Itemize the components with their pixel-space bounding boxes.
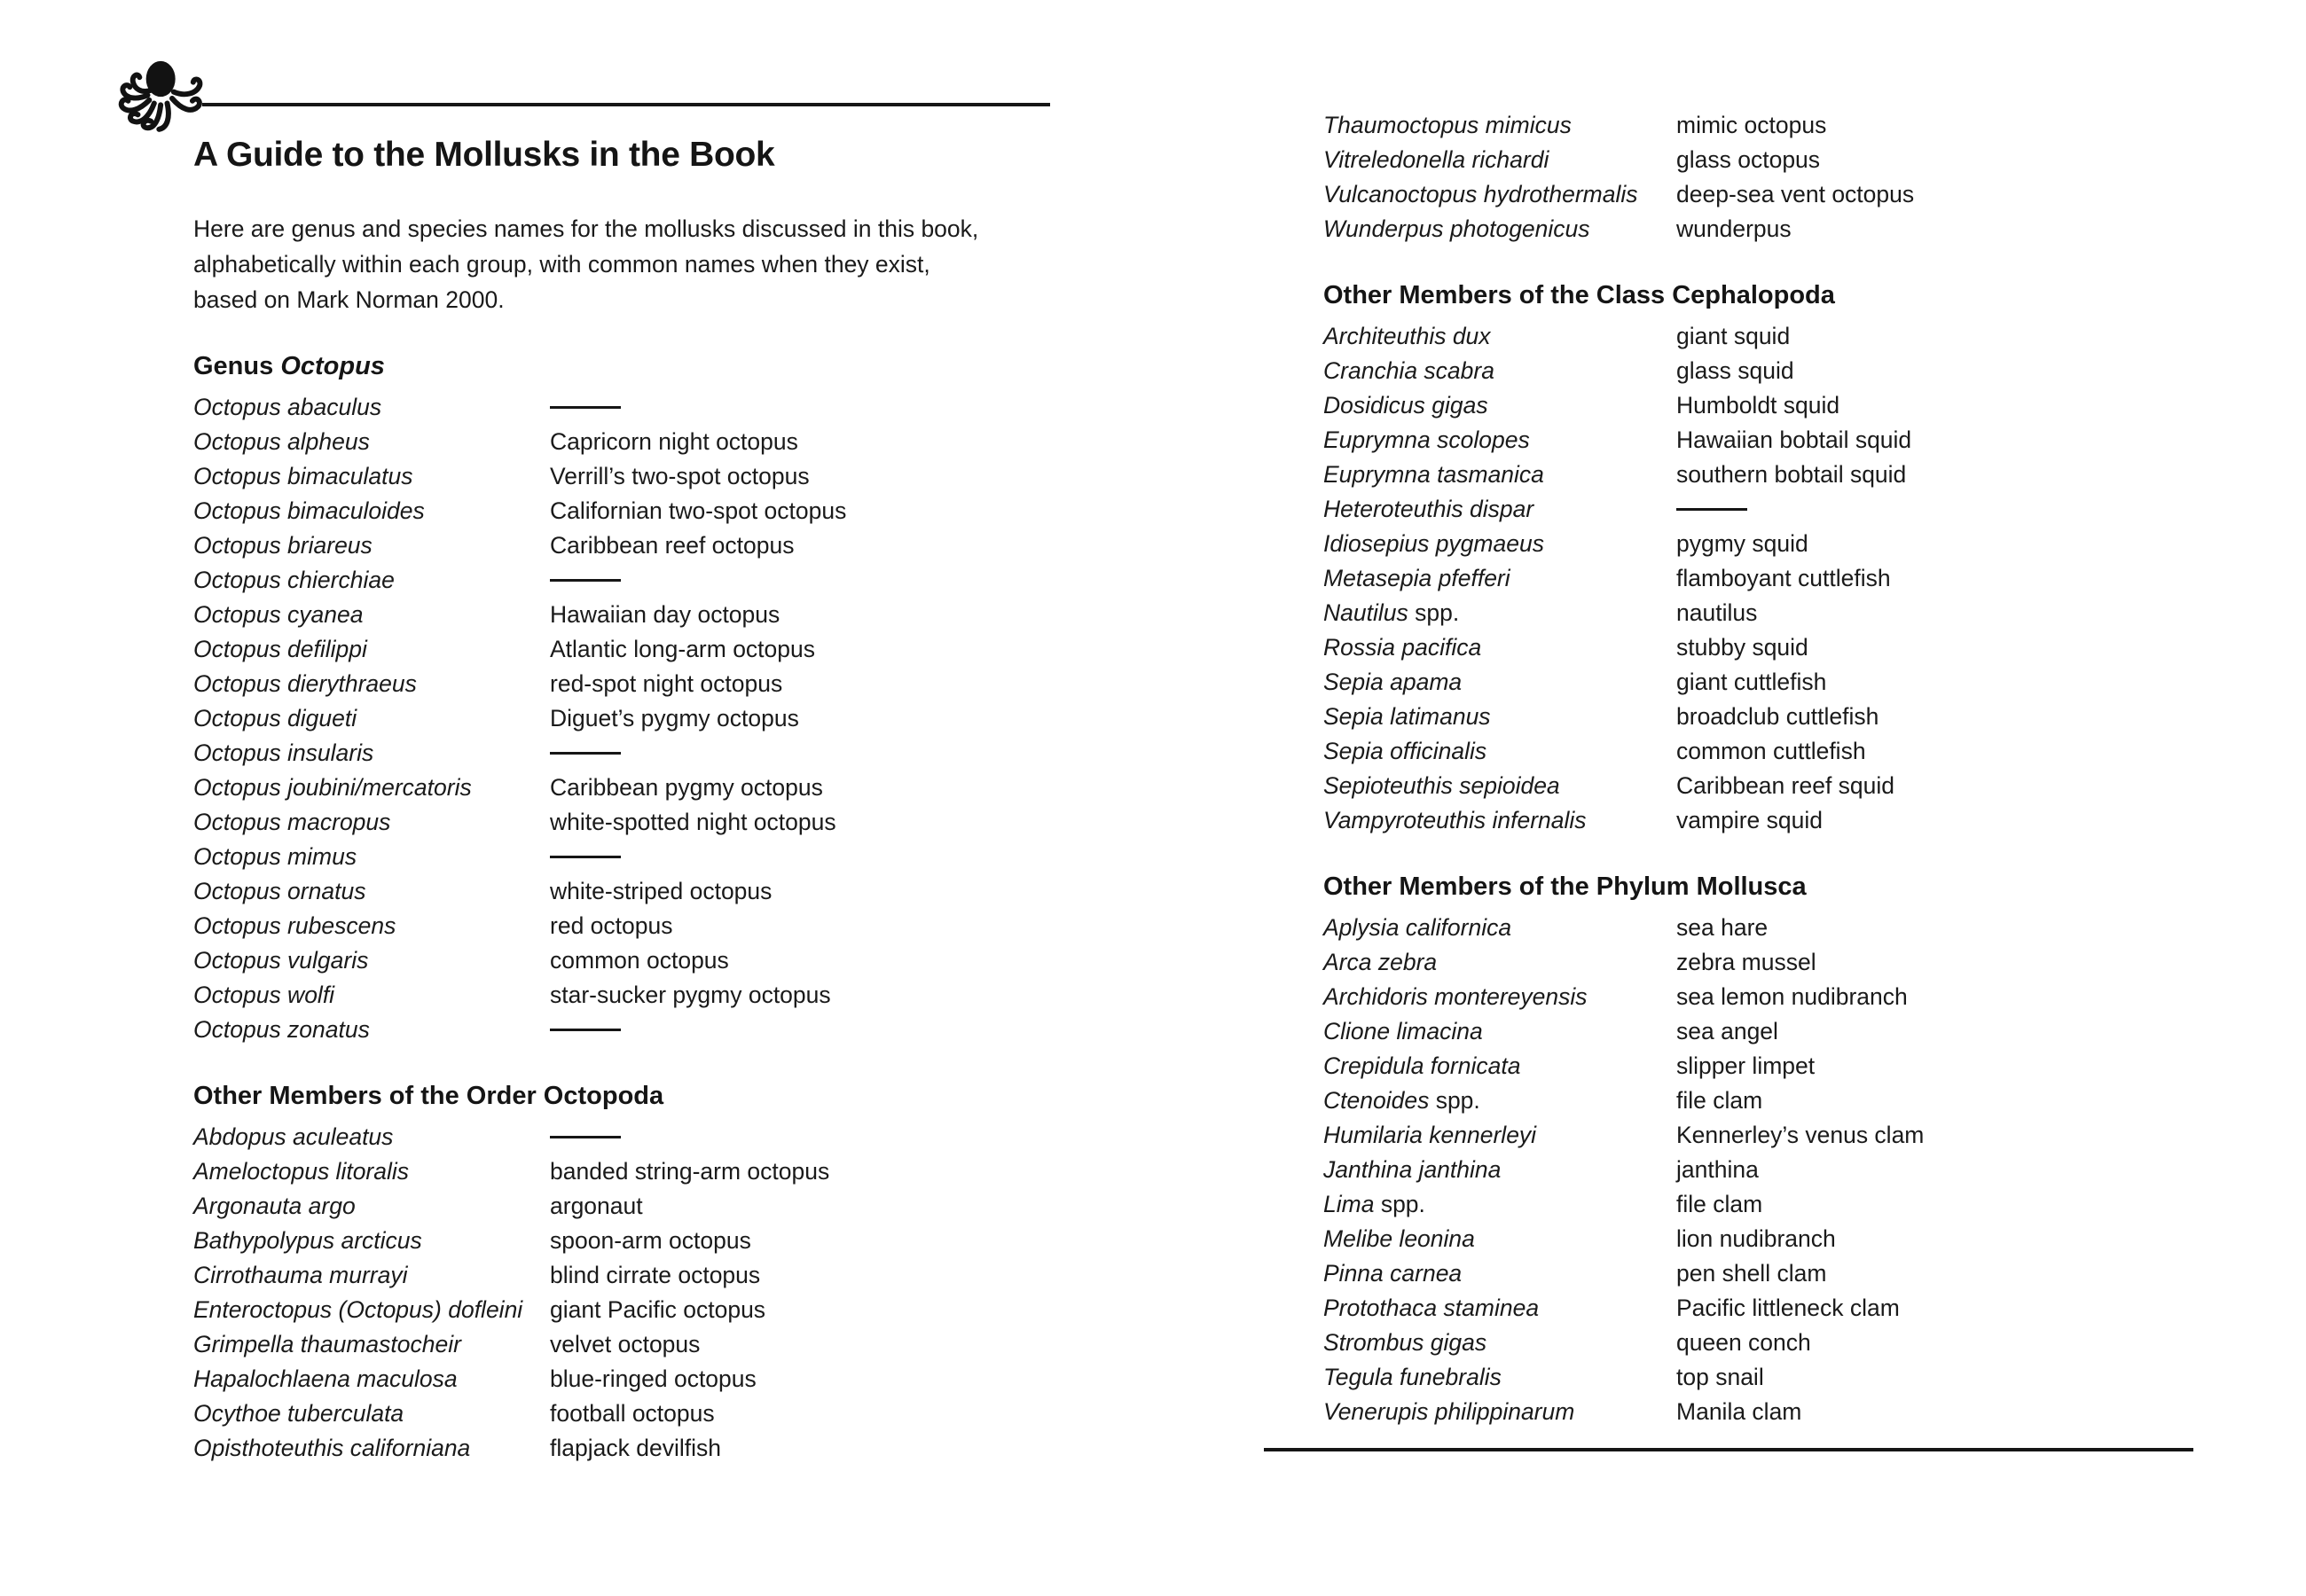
common-name: queen conch: [1676, 1329, 1811, 1356]
intro-paragraph: [193, 211, 1067, 317]
common-name: lion nudibranch: [1676, 1225, 1836, 1252]
scientific-name: Sepia latimanus: [1323, 703, 1491, 730]
species-list: [1323, 911, 2210, 1429]
species-row: [1323, 630, 2210, 665]
species-row: [193, 701, 1067, 736]
species-row: [1323, 108, 2210, 143]
common-name: flamboyant cuttlefish: [1676, 565, 1891, 591]
common-name: Kennerley’s venus clam: [1676, 1122, 1925, 1148]
species-row: [193, 771, 1067, 805]
species-row: [193, 1258, 1067, 1293]
intro-line: alphabetically within each group, with common names when they exist,: [193, 251, 930, 278]
common-name: glass octopus: [1676, 146, 1821, 173]
common-name: banded string-arm octopus: [550, 1158, 830, 1185]
common-name: nautilus: [1676, 599, 1758, 626]
species-row: [193, 1013, 1067, 1047]
common-name: pygmy squid: [1676, 530, 1808, 557]
species-row: [193, 667, 1067, 701]
scientific-name: Opisthoteuthis californiana: [193, 1435, 471, 1461]
species-suffix: spp.: [1408, 599, 1460, 626]
scientific-name: Octopus alpheus: [193, 428, 370, 455]
scientific-name: Octopus defilippi: [193, 636, 367, 662]
common-name: janthina: [1676, 1156, 1759, 1183]
common-name: Verrill’s two-spot octopus: [550, 463, 810, 489]
common-name: white-striped octopus: [550, 878, 773, 904]
species-list: [193, 1120, 1067, 1466]
scientific-name: Protothaca staminea: [1323, 1295, 1540, 1321]
common-name: zebra mussel: [1676, 949, 1816, 975]
common-name: spoon-arm octopus: [550, 1227, 751, 1254]
species-row: [193, 736, 1067, 771]
common-name: mimic octopus: [1676, 112, 1827, 138]
common-name: deep-sea vent octopus: [1676, 181, 1915, 207]
common-name: football octopus: [550, 1400, 715, 1427]
scientific-name: Clione limacina: [1323, 1018, 1483, 1044]
common-name: Hawaiian day octopus: [550, 601, 780, 628]
common-name: common octopus: [550, 947, 729, 974]
scientific-name: Heteroteuthis dispar: [1323, 496, 1534, 522]
scientific-name: Hapalochlaena maculosa: [193, 1365, 458, 1392]
species-row: [1323, 980, 2210, 1014]
common-name: sea hare: [1676, 914, 1769, 941]
species-row: [1323, 1187, 2210, 1222]
common-name: Caribbean reef squid: [1676, 772, 1895, 799]
species-row: [193, 494, 1067, 528]
common-name: [550, 736, 1067, 771]
species-row: [193, 840, 1067, 874]
no-common-name-dash: [550, 856, 621, 858]
scientific-name: Octopus abaculus: [193, 394, 382, 420]
species-row: [1323, 423, 2210, 458]
common-name: [1676, 492, 2210, 527]
scientific-name: Enteroctopus (Octopus) dofleini: [193, 1296, 523, 1323]
section-heading: Other Members of the Class Cephalopoda: [1323, 281, 1835, 309]
common-name: [550, 840, 1067, 874]
scientific-name: Archidoris montereyensis: [1323, 983, 1588, 1010]
species-row: [1323, 212, 2210, 246]
species-row: [193, 598, 1067, 632]
species-row: [193, 1293, 1067, 1327]
species-row: [193, 425, 1067, 459]
right-column: [1323, 108, 2210, 1429]
scientific-name: Vulcanoctopus hydrothermalis: [1323, 181, 1638, 207]
species-row: [193, 1154, 1067, 1189]
scientific-name: Janthina janthina: [1323, 1156, 1502, 1183]
common-name: Atlantic long-arm octopus: [550, 636, 816, 662]
common-name: common cuttlefish: [1676, 738, 1866, 764]
scientific-name: Dosidicus gigas: [1323, 392, 1488, 419]
common-name: vampire squid: [1676, 807, 1823, 833]
species-suffix: spp.: [1429, 1087, 1480, 1114]
scientific-name: Octopus wolfi: [193, 982, 335, 1008]
common-name: Diguet’s pygmy octopus: [550, 705, 799, 732]
scientific-name: Strombus gigas: [1323, 1329, 1487, 1356]
species-row: [1323, 492, 2210, 527]
scientific-name: Wunderpus photogenicus: [1323, 215, 1590, 242]
species-row: [193, 943, 1067, 978]
octopus-icon: [114, 57, 211, 140]
common-name: sea lemon nudibranch: [1676, 983, 1908, 1010]
species-row: [1323, 803, 2210, 838]
header-rule: [202, 103, 1050, 106]
scientific-name: Euprymna scolopes: [1323, 426, 1530, 453]
common-name: file clam: [1676, 1191, 1763, 1217]
species-list: [1323, 319, 2210, 838]
common-name: Caribbean pygmy octopus: [550, 774, 823, 801]
common-name: giant Pacific octopus: [550, 1296, 766, 1323]
scientific-name: Aplysia californica: [1323, 914, 1512, 941]
scientific-name: Vitreledonella richardi: [1323, 146, 1549, 173]
section-heading: Genus Octopus: [193, 352, 385, 380]
species-suffix: spp.: [1374, 1191, 1425, 1217]
species-row: [193, 563, 1067, 598]
species-row: [1323, 458, 2210, 492]
scientific-name: Cirrothauma murrayi: [193, 1262, 408, 1288]
common-name: red-spot night octopus: [550, 670, 783, 697]
species-row: [1323, 1256, 2210, 1291]
species-row: [1323, 1291, 2210, 1326]
scientific-name: Pinna carnea: [1323, 1260, 1463, 1287]
scientific-name: Octopus briareus: [193, 532, 373, 559]
species-row: [1323, 1118, 2210, 1153]
species-row: [1323, 527, 2210, 561]
common-name: broadclub cuttlefish: [1676, 703, 1879, 730]
species-row: [1323, 945, 2210, 980]
common-name: southern bobtail squid: [1676, 461, 1907, 488]
common-name: blind cirrate octopus: [550, 1262, 761, 1288]
no-common-name-dash: [1676, 508, 1747, 511]
scientific-name: Octopus macropus: [193, 809, 391, 835]
scientific-name: Idiosepius pygmaeus: [1323, 530, 1544, 557]
species-list: [193, 390, 1067, 1047]
common-name: [550, 563, 1067, 598]
common-name: Pacific littleneck clam: [1676, 1295, 1900, 1321]
scientific-name: Octopus dierythraeus: [193, 670, 417, 697]
scientific-name: Nautilus spp.: [1323, 599, 1460, 626]
scientific-name: Cranchia scabra: [1323, 357, 1494, 384]
species-row: [1323, 1153, 2210, 1187]
scientific-name: Octopus vulgaris: [193, 947, 369, 974]
scientific-name: Venerupis philippinarum: [1323, 1398, 1575, 1425]
scientific-name: Octopus joubini/mercatoris: [193, 774, 472, 801]
species-row: [193, 1120, 1067, 1154]
scientific-name: Humilaria kennerleyi: [1323, 1122, 1537, 1148]
scientific-name: Thaumoctopus mimicus: [1323, 112, 1572, 138]
species-row: [193, 528, 1067, 563]
species-row: [1323, 388, 2210, 423]
common-name: white-spotted night octopus: [550, 809, 836, 835]
no-common-name-dash: [550, 1029, 621, 1031]
scientific-name: Sepia officinalis: [1323, 738, 1487, 764]
species-row: [193, 1327, 1067, 1362]
scientific-name: Octopus chierchiae: [193, 567, 395, 593]
species-row: [1323, 911, 2210, 945]
species-row: [193, 805, 1067, 840]
species-row: [193, 874, 1067, 909]
common-name: file clam: [1676, 1087, 1763, 1114]
species-row: [1323, 561, 2210, 596]
common-name: Humboldt squid: [1676, 392, 1840, 419]
species-row: [1323, 1395, 2210, 1429]
species-row: [1323, 319, 2210, 354]
scientific-name: Melibe leonina: [1323, 1225, 1475, 1252]
scientific-name: Bathypolypus arcticus: [193, 1227, 422, 1254]
no-common-name-dash: [550, 579, 621, 582]
no-common-name-dash: [550, 406, 621, 409]
species-row: [193, 1362, 1067, 1396]
scientific-name: Lima spp.: [1323, 1191, 1425, 1217]
species-row: [193, 978, 1067, 1013]
scientific-name: Euprymna tasmanica: [1323, 461, 1544, 488]
species-row: [1323, 177, 2210, 212]
species-row: [1323, 1084, 2210, 1118]
scientific-name: Sepia apama: [1323, 669, 1463, 695]
species-list: [1323, 108, 2210, 246]
no-common-name-dash: [550, 1136, 621, 1138]
common-name: giant squid: [1676, 323, 1791, 349]
species-row: [1323, 1014, 2210, 1049]
common-name: red octopus: [550, 912, 673, 939]
scientific-name: Octopus ornatus: [193, 878, 366, 904]
common-name: slipper limpet: [1676, 1052, 1816, 1079]
section-heading: Other Members of the Phylum Mollusca: [1323, 872, 1807, 901]
scientific-name: Octopus insularis: [193, 739, 374, 766]
intro-line: based on Mark Norman 2000.: [193, 286, 505, 313]
species-row: [193, 459, 1067, 494]
left-column-sections: [193, 351, 1067, 1466]
species-row: [1323, 769, 2210, 803]
species-row: [1323, 143, 2210, 177]
common-name: stubby squid: [1676, 634, 1808, 661]
scientific-name: Vampyroteuthis infernalis: [1323, 807, 1587, 833]
scientific-name: Octopus mimus: [193, 843, 357, 870]
species-row: [193, 390, 1067, 425]
species-row: [1323, 665, 2210, 700]
common-name: star-sucker pygmy octopus: [550, 982, 831, 1008]
species-row: [193, 1431, 1067, 1466]
scientific-name: Metasepia pfefferi: [1323, 565, 1510, 591]
species-row: [193, 1396, 1067, 1431]
right-column-sections: [1323, 108, 2210, 1429]
common-name: flapjack devilfish: [550, 1435, 721, 1461]
scientific-name: Argonauta argo: [193, 1193, 356, 1219]
species-row: [1323, 700, 2210, 734]
scientific-name: Ameloctopus litoralis: [193, 1158, 410, 1185]
common-name: [550, 1120, 1067, 1154]
species-row: [1323, 1360, 2210, 1395]
scientific-name: Octopus zonatus: [193, 1016, 370, 1043]
common-name: Caribbean reef octopus: [550, 532, 795, 559]
species-row: [193, 632, 1067, 667]
scientific-name: Abdopus aculeatus: [193, 1123, 394, 1150]
common-name: sea angel: [1676, 1018, 1778, 1044]
scientific-name: Sepioteuthis sepioidea: [1323, 772, 1560, 799]
common-name: Capricorn night octopus: [550, 428, 798, 455]
species-row: [193, 909, 1067, 943]
section-heading: Other Members of the Order Octopoda: [193, 1082, 664, 1110]
species-row: [1323, 1049, 2210, 1084]
scientific-name: Octopus digueti: [193, 705, 357, 732]
common-name: Manila clam: [1676, 1398, 1802, 1425]
no-common-name-dash: [550, 752, 621, 755]
common-name: [550, 390, 1067, 425]
scientific-name: Octopus rubescens: [193, 912, 396, 939]
common-name: wunderpus: [1676, 215, 1792, 242]
common-name: Hawaiian bobtail squid: [1676, 426, 1912, 453]
scientific-name: Architeuthis dux: [1323, 323, 1491, 349]
common-name: [550, 1013, 1067, 1047]
scientific-name: Tegula funebralis: [1323, 1364, 1502, 1390]
species-row: [1323, 596, 2210, 630]
scientific-name: Ctenoides spp.: [1323, 1087, 1480, 1114]
species-row: [1323, 1222, 2210, 1256]
footer-rule: [1264, 1448, 2193, 1451]
species-row: [1323, 734, 2210, 769]
common-name: Californian two-spot octopus: [550, 497, 847, 524]
page-title: A Guide to the Mollusks in the Book: [193, 136, 775, 174]
intro-line: Here are genus and species names for the mollusks discussed in this book,: [193, 215, 979, 242]
scientific-name: Octopus bimaculatus: [193, 463, 413, 489]
species-row: [193, 1224, 1067, 1258]
common-name: blue-ringed octopus: [550, 1365, 757, 1392]
common-name: argonaut: [550, 1193, 643, 1219]
common-name: top snail: [1676, 1364, 1764, 1390]
species-row: [1323, 1326, 2210, 1360]
common-name: glass squid: [1676, 357, 1794, 384]
scientific-name: Octopus bimaculoides: [193, 497, 425, 524]
species-row: [1323, 354, 2210, 388]
scientific-name: Grimpella thaumastocheir: [193, 1331, 461, 1357]
scientific-name: Crepidula fornicata: [1323, 1052, 1521, 1079]
common-name: giant cuttlefish: [1676, 669, 1827, 695]
scientific-name: Arca zebra: [1323, 949, 1438, 975]
species-row: [193, 1189, 1067, 1224]
scientific-name: Octopus cyanea: [193, 601, 364, 628]
scientific-name: Rossia pacifica: [1323, 634, 1482, 661]
left-column: [193, 135, 1067, 1466]
common-name: pen shell clam: [1676, 1260, 1827, 1287]
scientific-name: Ocythoe tuberculata: [193, 1400, 404, 1427]
common-name: velvet octopus: [550, 1331, 701, 1357]
